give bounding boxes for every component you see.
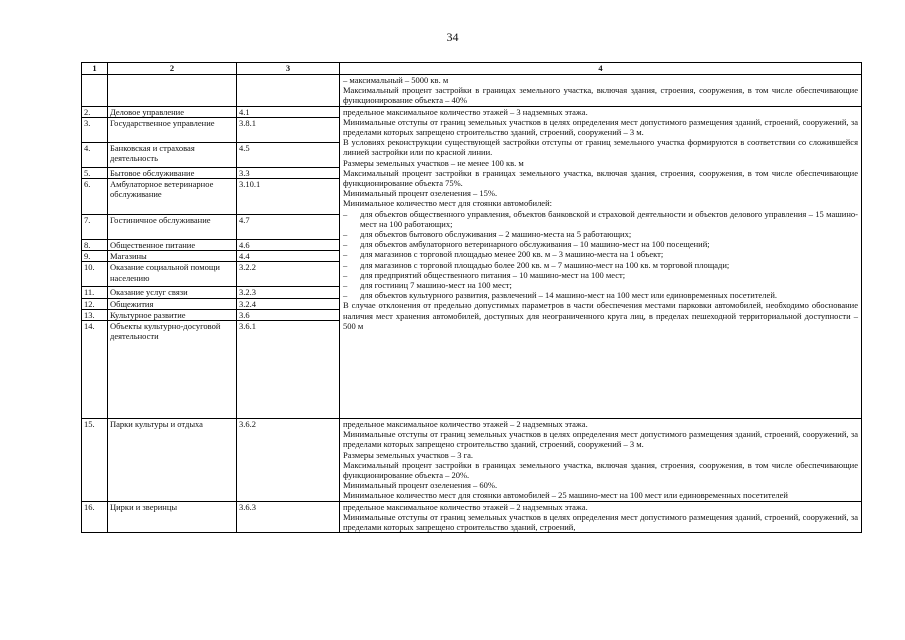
cell-code: 3.8.1	[237, 117, 340, 142]
dash-bullet: –	[343, 249, 348, 260]
param-line: предельное максимальное количество этажей – 2 надземных этажа.	[343, 501, 588, 512]
table-row	[82, 501, 862, 533]
cell-num: 9.	[82, 251, 108, 262]
dash-bullet: –	[343, 290, 348, 301]
dash-bullet: –	[343, 280, 348, 291]
column-header: 4	[340, 63, 862, 75]
cell-code: 3.6.1	[237, 321, 340, 419]
param-line: предельное максимальное количество этажей – 2 надземных этажа.	[343, 419, 588, 430]
param-line: Минимальное количество мест для стоянки автомобилей:	[343, 198, 552, 209]
cell-name: Бытовое обслуживание	[108, 167, 237, 178]
cell-name: Магазины	[108, 251, 237, 262]
param-line: предельное максимальное количество этажей – 3 надземных этажа.	[343, 106, 588, 117]
param-line: Максимальный процент застройки в границах земельного участка, включая здания, строения, сооружения, в том числе обеспечивающие функционирование объекта – 40%	[343, 85, 858, 106]
cell-code: 3.3	[237, 167, 340, 178]
cell-code: 3.6.3	[237, 501, 340, 533]
cell-num: 14.	[82, 321, 108, 419]
cell-num	[82, 75, 108, 107]
dash-bullet: –	[343, 208, 348, 219]
dash-bullet: –	[343, 239, 348, 250]
param-line: Размеры земельных участков – не менее 100 кв. м	[343, 157, 524, 168]
column-header: 1	[82, 63, 108, 75]
column-header: 3	[237, 63, 340, 75]
cell-name: Оказание социальной помощи населению	[108, 262, 237, 287]
cell-params	[340, 501, 862, 533]
cell-code: 3.2.2	[237, 262, 340, 287]
cell-name: Общежития	[108, 298, 237, 309]
parking-item	[343, 209, 858, 229]
table-row	[82, 419, 862, 502]
cell-num: 11.	[82, 287, 108, 298]
cell-num: 10.	[82, 262, 108, 287]
parking-item-text: для объектов культурного развития, развлечений – 14 машино-мест на 100 мест или единовременных посетителей.	[360, 290, 777, 301]
cell-name: Гостиничное обслуживание	[108, 215, 237, 240]
cell-code: 4.6	[237, 240, 340, 251]
zoning-table	[81, 62, 862, 533]
dash-bullet: –	[343, 229, 348, 240]
parking-item-text: для магазинов с торговой площадью более 200 кв. м – 7 машино-мест на 100 кв. м торговой площади;	[360, 259, 730, 270]
param-line: Максимальный процент застройки в границах земельного участка, включая здания, строения, сооружения, в том числе обеспечивающие функционирование объекта 75%.	[343, 167, 858, 189]
cell-name: Банковская и страховая деятельность	[108, 142, 237, 167]
parking-item-text: для объектов бытового обслуживания – 2 машино-места на 5 работающих;	[360, 229, 632, 240]
cell-code: 3.10.1	[237, 179, 340, 215]
parking-item	[343, 260, 858, 270]
cell-params	[340, 75, 862, 107]
cell-num: 15.	[82, 419, 108, 502]
param-line: Минимальный процент озеленения – 15%.	[343, 188, 498, 199]
dash-bullet: –	[343, 269, 348, 280]
cell-code: 3.2.4	[237, 298, 340, 309]
parking-item	[343, 270, 858, 280]
param-line: Максимальный процент застройки в границах земельного участка, включая здания, строения, сооружения, в том числе обеспечивающие функционирование объекта – 20%.	[343, 459, 858, 481]
param-line: Минимальные отступы от границ земельных участков в целях определения мест допустимого размещения зданий, строений, сооружений, за пределами которых запрещено строительство зданий, строений,	[343, 511, 858, 533]
parking-item	[343, 249, 858, 259]
dash-bullet: –	[343, 259, 348, 270]
cell-code: 3.2.3	[237, 287, 340, 298]
parking-item-text: для магазинов с торговой площадью менее 200 кв. м – 3 машино-места на 1 объект;	[360, 249, 664, 260]
cell-code: 3.6.2	[237, 419, 340, 502]
parking-item	[343, 280, 858, 290]
cell-name: Парки культуры и отдыха	[108, 419, 237, 502]
table-header-row	[82, 63, 862, 75]
parking-item	[343, 239, 858, 249]
cell-name: Культурное развитие	[108, 309, 237, 320]
cell-name: Цирки и зверинцы	[108, 501, 237, 533]
cell-code: 4.7	[237, 215, 340, 240]
column-header: 2	[108, 63, 237, 75]
table-row	[82, 106, 862, 117]
parking-item-text: для гостиниц 7 машино-мест на 100 мест;	[360, 280, 512, 291]
cell-name: Оказание услуг связи	[108, 287, 237, 298]
cell-num: 6.	[82, 179, 108, 215]
cell-params	[340, 419, 862, 502]
cell-num: 8.	[82, 240, 108, 251]
cell-num: 16.	[82, 501, 108, 533]
cell-code: 4.4	[237, 251, 340, 262]
cell-num: 13.	[82, 309, 108, 320]
param-line: Минимальные отступы от границ земельных участков в целях определения мест допустимого размещения зданий, строений, сооружений, за пределами которых запрещено строительство зданий, строений, сооружений – 3 м.	[343, 429, 858, 450]
cell-name: Государственное управление	[108, 117, 237, 142]
cell-num: 2.	[82, 106, 108, 117]
cell-code: 4.1	[237, 106, 340, 117]
parking-item-text: для предприятий общественного питания – 10 машино-мест на 100 мест;	[360, 269, 626, 280]
parking-item	[343, 290, 858, 300]
cell-num: 5.	[82, 167, 108, 178]
param-line: Минимальный процент озеленения – 60%.	[343, 480, 498, 491]
parking-item-text: для объектов амбулаторного ветеринарного обслуживания – 10 машино-мест на 100 посещений;	[360, 239, 710, 250]
cell-num: 4.	[82, 142, 108, 167]
page-number: 34	[446, 30, 459, 44]
cell-name: Общественное питание	[108, 240, 237, 251]
param-line: Размеры земельных участков – 3 га.	[343, 449, 474, 460]
cell-num: 7.	[82, 215, 108, 240]
cell-code: 4.5	[237, 142, 340, 167]
cell-name: Объекты культурно-досуговой деятельности	[108, 321, 237, 419]
param-line: – максимальный – 5000 кв. м	[343, 75, 449, 85]
cell-params	[340, 106, 862, 418]
cell-name: Деловое управление	[108, 106, 237, 117]
cell-num: 12.	[82, 298, 108, 309]
param-line: Минимальные отступы от границ земельных участков в целях определения мест допустимого размещения зданий, строений, сооружений, за пределами которых запрещено строительство зданий, строений, сооружений – 3 м.	[343, 116, 858, 138]
parking-item	[343, 229, 858, 239]
table-row-continuation	[82, 75, 862, 107]
cell-name	[108, 75, 237, 107]
parking-item-text: для объектов общественного управления, объектов банковской и страховой деятельности и объектов делового управления – 15 машино-мест на 100 работающих;	[360, 208, 858, 229]
cell-code: 3.6	[237, 309, 340, 320]
cell-name: Амбулаторное ветеринарное обслуживание	[108, 179, 237, 215]
cell-code	[237, 75, 340, 107]
cell-num: 3.	[82, 117, 108, 142]
param-line: Минимальное количество мест для стоянки автомобилей – 25 машино-мест на 100 мест или единовременных посетителей	[343, 490, 788, 501]
param-line: В случае отклонения от предельно допустимых параметров в части обеспечения местами парковки автомобилей, необходимо обоснование наличия мест хранения автомобилей, доступных для неограниченного круга лиц, в пределах пешеходной территориальной доступности – 500 м	[343, 300, 858, 331]
param-line: В условиях реконструкции существующей застройки отступы от границ земельного участка формируются в соответствии со сложившейся линией застройки или по красной линии.	[343, 137, 858, 158]
